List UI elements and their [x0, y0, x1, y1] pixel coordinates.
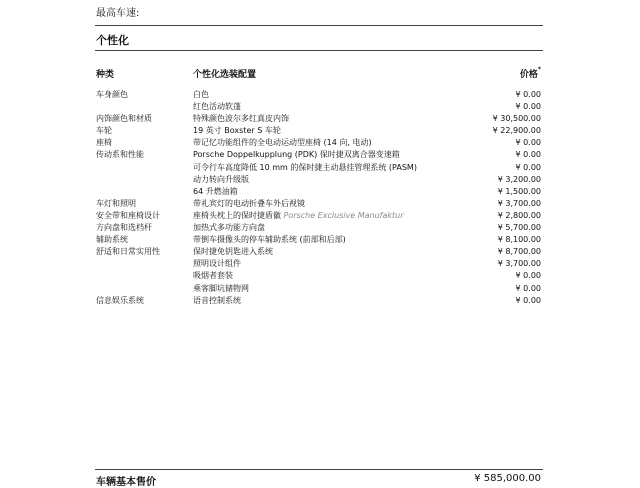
row-option-text: 64 升燃油箱 — [193, 186, 238, 196]
row-option — [193, 186, 238, 198]
row-option-text: 19 英寸 Boxster S 车轮 — [193, 126, 281, 136]
footer-divider — [95, 469, 543, 470]
row-option — [193, 137, 372, 149]
row-option-text: 座椅头枕上的保时捷盾徽 — [193, 210, 281, 220]
row-option — [193, 113, 289, 125]
row-option-text: 白色 — [193, 90, 209, 99]
table-row — [0, 222, 640, 234]
row-price: ¥ 8,700.00 — [497, 247, 541, 257]
row-category: 舒适和日常实用性 — [96, 247, 160, 257]
row-price: ¥ 2,800.00 — [497, 210, 541, 220]
top-divider — [95, 25, 543, 26]
row-option-text: 动力转向升级版 — [193, 174, 249, 184]
header-category: 种类 — [96, 70, 115, 80]
row-category: 内饰颜色和材质 — [96, 114, 152, 124]
table-row — [0, 174, 640, 186]
row-option — [193, 125, 281, 137]
section-divider — [95, 50, 543, 51]
table-row — [0, 270, 640, 282]
row-option-text: 可令行车高度降低 10 mm 的保时捷主动悬挂管理系统 (PASM) — [193, 162, 417, 172]
row-option-text: 保时捷免钥匙进入系统 — [193, 247, 273, 257]
options-table — [0, 89, 640, 307]
table-row — [0, 162, 640, 174]
row-option-text: 带礼宾灯的电动折叠车外后视镜 — [193, 198, 305, 208]
row-price: ¥ 3,700.00 — [497, 198, 541, 208]
row-option — [193, 246, 273, 258]
row-option — [193, 174, 249, 186]
row-category: 信息娱乐系统 — [96, 295, 144, 305]
row-option-text: Porsche Doppelkupplung (PDK) 保时捷双离合器变速箱 — [193, 150, 400, 160]
row-option — [193, 89, 209, 101]
row-price: ¥ 0.00 — [515, 162, 541, 172]
row-price: ¥ 0.00 — [515, 150, 541, 160]
header-option: 个性化选装配置 — [193, 70, 257, 80]
row-option-text: 照明设计组件 — [193, 259, 241, 269]
row-price: ¥ 0.00 — [515, 90, 541, 99]
row-option-text: 带倒车摄像头的停车辅助系统 (前部和后部) — [193, 235, 346, 245]
row-category: 方向盘和选档杆 — [96, 223, 152, 233]
table-row — [0, 283, 640, 295]
row-option — [193, 101, 241, 113]
row-option-text: 特殊颜色波尔多红真皮内饰 — [193, 114, 289, 124]
header-price — [520, 67, 541, 80]
row-option — [193, 295, 241, 307]
header-price-label: 价格 — [519, 70, 538, 80]
base-price-value: ¥ 585,000.00 — [474, 473, 541, 484]
row-price: ¥ 3,700.00 — [497, 259, 541, 269]
row-option — [193, 149, 400, 161]
row-price: ¥ 8,100.00 — [497, 235, 541, 245]
row-option-text: 吸烟者套装 — [193, 271, 233, 281]
row-price: ¥ 1,500.00 — [497, 186, 541, 196]
table-row — [0, 198, 640, 210]
row-option — [193, 222, 265, 234]
row-option-text: 语音控制系统 — [193, 295, 241, 305]
row-option-text: 乘客脚坑储物网 — [193, 283, 249, 293]
row-category: 辅助系统 — [96, 235, 128, 245]
row-category: 车灯和照明 — [96, 198, 136, 208]
table-row — [0, 149, 640, 161]
row-option-text: 带记忆功能组件的全电动运动型座椅 (14 向, 电动) — [193, 138, 372, 148]
row-price: ¥ 0.00 — [515, 271, 541, 281]
row-category: 车身颜色 — [96, 90, 128, 99]
row-price: ¥ 0.00 — [515, 102, 541, 112]
row-category: 座椅 — [96, 138, 112, 148]
row-option-text: 加热式多功能方向盘 — [193, 223, 265, 233]
row-price: ¥ 30,500.00 — [492, 114, 541, 124]
table-row — [0, 89, 640, 101]
row-option-suffix: Porsche Exclusive Manufaktur — [283, 210, 404, 220]
row-option — [193, 270, 233, 282]
row-category: 安全带和座椅设计 — [96, 210, 160, 220]
table-row — [0, 234, 640, 246]
top-speed-label: 最高车速: — [96, 8, 140, 19]
row-option — [193, 258, 241, 270]
row-option — [193, 210, 404, 222]
table-row — [0, 258, 640, 270]
row-option-text: 红色活动软蓬 — [193, 102, 241, 112]
section-title: 个性化 — [96, 34, 129, 47]
row-price: ¥ 0.00 — [515, 283, 541, 293]
row-option — [193, 198, 305, 210]
row-price: ¥ 5,700.00 — [497, 223, 541, 233]
row-category: 传动系和性能 — [96, 150, 144, 160]
row-price: ¥ 3,200.00 — [497, 174, 541, 184]
table-row — [0, 246, 640, 258]
table-row — [0, 113, 640, 125]
row-option — [193, 234, 346, 246]
row-option — [193, 283, 249, 295]
header-price-mark: * — [537, 66, 541, 73]
table-row — [0, 186, 640, 198]
table-row — [0, 137, 640, 149]
table-row — [0, 210, 640, 222]
table-row — [0, 295, 640, 307]
row-price: ¥ 0.00 — [515, 295, 541, 305]
table-row — [0, 101, 640, 113]
row-price: ¥ 22,900.00 — [492, 126, 541, 136]
row-price: ¥ 0.00 — [515, 138, 541, 148]
row-option — [193, 162, 417, 174]
base-price-label: 车辆基本售价 — [96, 477, 156, 488]
row-category: 车轮 — [96, 126, 112, 136]
table-row — [0, 125, 640, 137]
